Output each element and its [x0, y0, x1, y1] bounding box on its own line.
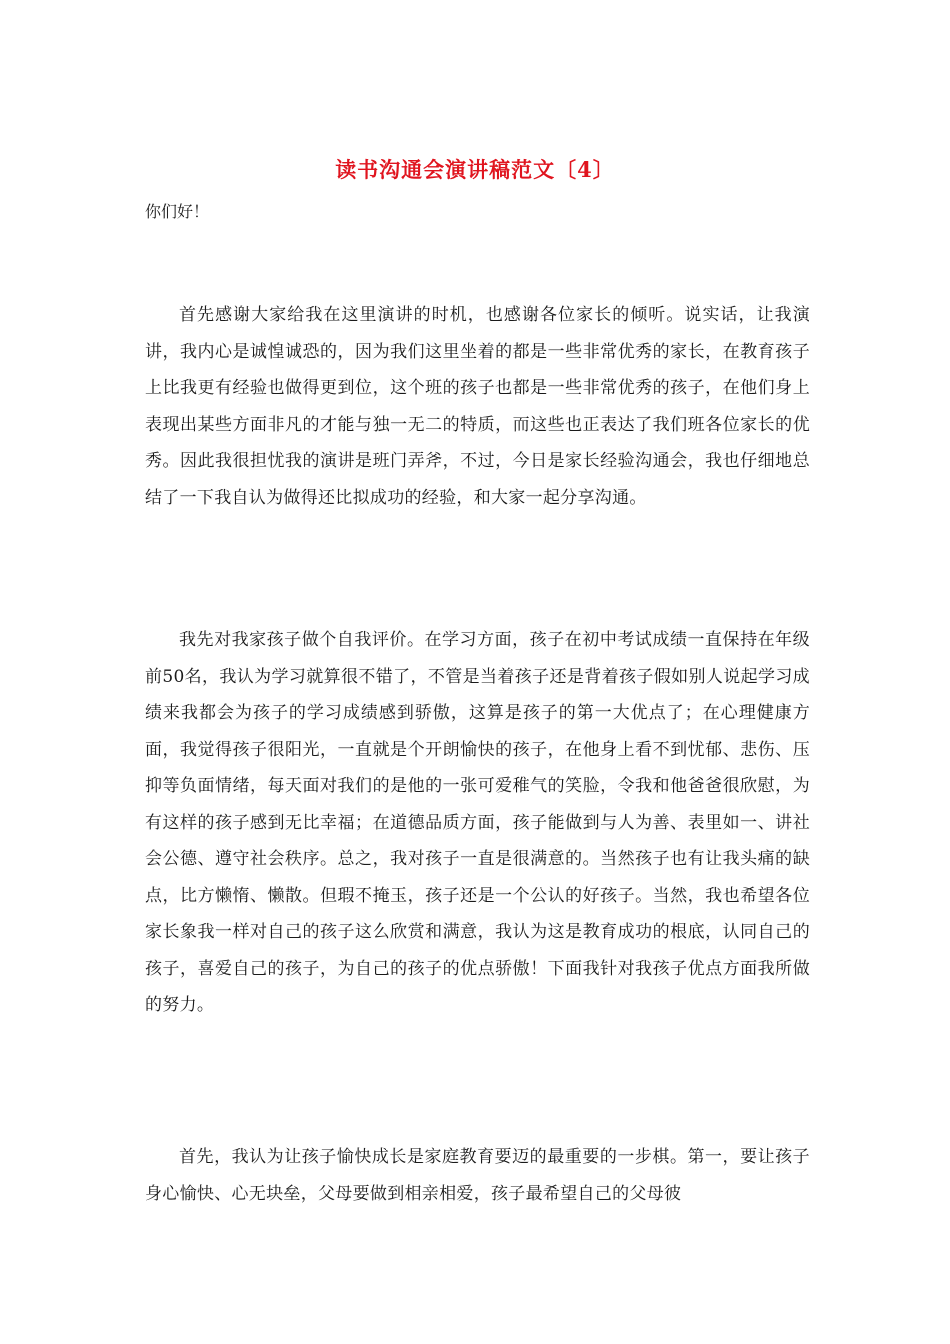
paragraph-1: 首先感谢大家给我在这里演讲的时机，也感谢各位家长的倾听。说实话，让我演讲，我内心是诚惶诚恐的，因为我们这里坐着的都是一些非常优秀的家长，在教育孩子上比我更有经验也做得更到位，这个班的孩子也都是一些非常优秀的孩子，在他们身上表现出某些方面非凡的才能与独一无二的特质，而这些也正表达了我们班各位家长的优秀。因此我很担忧我的演讲是班门弄斧，不过，今日是家长经验沟通会，我也仔细地总结了一下我自认为做得还比拟成功的经验，和大家一起分享沟通。 — [145, 305, 810, 508]
paragraph-3: 首先，我认为让孩子愉快成长是家庭教育要迈的最重要的一步棋。第一，要让孩子身心愉快、心无块垒，父母要做到相亲相爱，孩子最希望自己的父母彼 — [145, 1147, 810, 1204]
greeting-text: 你们好！ — [145, 202, 210, 221]
paragraph-2: 我先对我家孩子做个自我评价。在学习方面，孩子在初中考试成绩一直保持在年级前50名，我认为学习就算很不错了，不管是当着孩子还是背着孩子假如别人说起学习成绩来我都会为孩子的学习成绩感到骄傲，这算是孩子的第一大优点了；在心理健康方面，我觉得孩子很阳光，一直就是个开朗愉快的孩子，在他身上看不到忧郁、悲伤、压抑等负面情绪，每天面对我们的是他的一张可爱稚气的笑脸，令我和他爸爸很欣慰，为有这样的孩子感到无比幸福；在道德品质方面，孩子能做到与人为善、表里如一、讲社会公德、遵守社会秩序。总之，我对孩子一直是很满意的。当然孩子也有让我头痛的缺点，比方懒惰、懒散。但瑕不掩玉，孩子还是一个公认的好孩子。当然，我也希望各位家长象我一样对自己的孩子这么欣赏和满意，我认为这是教育成功的根底，认同自己的孩子，喜爱自己的孩子，为自己的孩子的优点骄傲！下面我针对我孩子优点方面我所做的努力。 — [145, 630, 810, 1015]
document-title: 读书沟通会演讲稿范文〔4〕 — [335, 157, 615, 182]
